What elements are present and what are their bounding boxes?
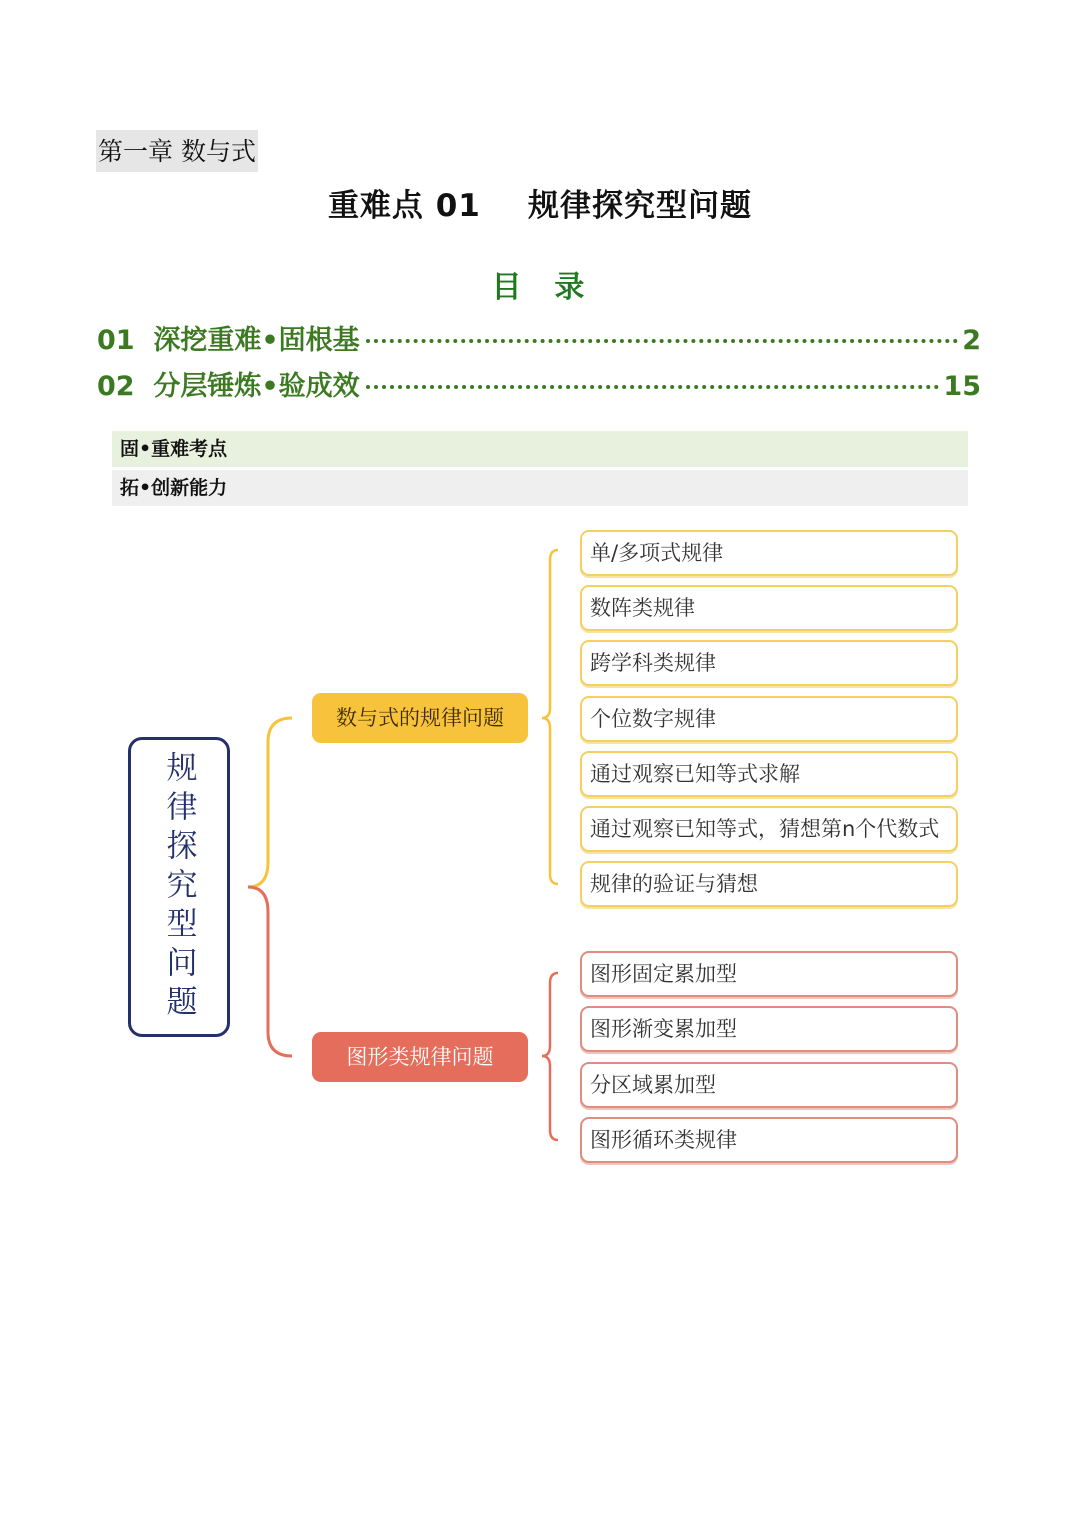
mind-map-root — [128, 737, 230, 1037]
page-title: 重难点 01 规律探究型问题 — [327, 188, 753, 224]
branch-figure-pattern: 图形类规律问题 — [312, 1032, 528, 1082]
leaf-item: 规律的验证与猜想 — [580, 861, 958, 907]
connector-root-branch-1 — [248, 718, 292, 887]
branch-number-expression: 数与式的规律问题 — [312, 693, 528, 743]
toc-entry-label: 01 深挖重难•固根基 — [97, 325, 360, 356]
leaf-item: 分区域累加型 — [580, 1062, 958, 1108]
bracket-branch-2 — [542, 973, 558, 1140]
leaf-item: 个位数字规律 — [580, 696, 958, 742]
section-band-innovation: 拓•创新能力 — [112, 470, 968, 506]
leaf-item: 跨学科类规律 — [580, 640, 958, 686]
leaf-item: 图形循环类规律 — [580, 1117, 958, 1163]
leaf-item: 通过观察已知等式，猜想第n个代数式 — [580, 806, 958, 852]
leaf-item: 图形渐变累加型 — [580, 1006, 958, 1052]
leaf-item: 单/多项式规律 — [580, 530, 958, 576]
leaf-item: 数阵类规律 — [580, 585, 958, 631]
toc-entry-page: 15 — [943, 371, 981, 402]
leaf-item: 图形固定累加型 — [580, 951, 958, 997]
toc-entry-label: 02 分层锤炼•验成效 — [97, 371, 360, 402]
section-band-key-points: 固•重难考点 — [112, 431, 968, 467]
chapter-tag: 第一章 数与式 — [96, 130, 258, 172]
leaf-item: 通过观察已知等式求解 — [580, 751, 958, 797]
toc-heading: 目 录 — [491, 270, 589, 305]
bracket-branch-1 — [542, 550, 558, 884]
connector-root-branch-2 — [248, 887, 292, 1056]
root-label: 规律探究型问题 — [160, 750, 197, 1024]
toc-entry-page: 2 — [962, 325, 981, 356]
